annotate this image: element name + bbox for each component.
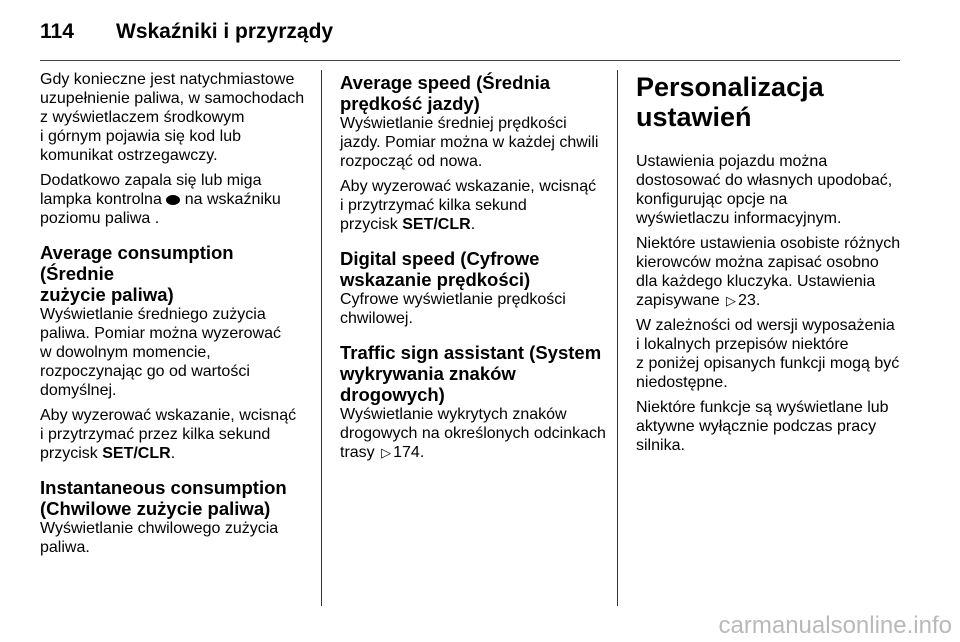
average-speed-paragraph-1: Wyświetlanie średniej prędkości jazdy. Pomiar można w każdej chwili rozpocząć od nowa. [340,115,599,170]
page-reference-icon: ▷ [381,445,392,460]
intro-paragraph-2-end: na wskaźniku poziomu paliwa . [40,191,281,227]
page-number: 114 [40,20,74,43]
digital-speed-paragraph: Cyfrowe wyświetlanie prędkości chwilowej. [340,291,566,327]
fuel-warning-lamp-icon [166,195,180,205]
average-consumption-paragraph-2-text: Aby wyzerować wskazanie, wcisnąć i przytrzymać przez kilka sekund przycisk [40,407,297,462]
header-divider [40,60,900,61]
column-3 [636,70,911,461]
section-heading-average-speed: Average speed (Średnia prędkość jazdy) [340,72,551,114]
chapter-title-personalization: Personalizacja ustawień [636,72,824,132]
page-header [40,12,333,52]
personalization-paragraph-4: Niektóre funkcje są wyświetlane lub aktywne wyłącznie podczas pracy silnika. [636,399,889,454]
column-2 [340,70,610,468]
set-clr-button-label: SET/CLR [402,216,471,233]
page-reference-icon: ▷ [726,293,737,308]
section-heading-instantaneous-consumption: Instantaneous consumption (Chwilowe zużycie paliwa) [40,477,287,519]
section-heading-digital-speed: Digital speed (Cyfrowe wskazanie prędkości) [340,248,540,290]
watermark: carmanualsonline.info [718,612,952,639]
average-speed-paragraph-2-end: . [470,216,476,233]
average-speed-paragraph-2-text: Aby wyzerować wskazanie, wcisnąć i przytrzymać kilka sekund przycisk [340,178,597,233]
traffic-sign-paragraph-text: Wyświetlanie wykrytych znaków drogowych na określonych odcinkach trasy [340,406,606,461]
personalization-paragraph-2 [636,234,911,310]
column-divider-2 [617,70,618,606]
page-title: Wskaźniki i przyrządy [116,20,334,43]
section-heading-traffic-sign-assistant: Traffic sign assistant (System wykrywania znaków drogowych) [340,342,602,405]
personalization-paragraph-1: Ustawienia pojazdu można dostosować do własnych upodobać, konfigurując opcje na wyświetlaczu informacyjnym. [636,153,893,227]
column-1 [40,70,310,563]
intro-paragraph-2-start: Dodatkowo zapala się lub miga lampka kontrolna [40,172,262,208]
page-reference-23[interactable]: 23. [738,292,761,309]
set-clr-button-label: SET/CLR [102,445,171,462]
intro-paragraph-1: Gdy konieczne jest natychmiastowe uzupełnienie paliwa, w samochodach z wyświetlaczem środkowym i górnym pojawia się kod lub komunikat ostrzegawczy. [40,71,305,164]
personalization-paragraph-2-text: Niektóre ustawienia osobiste różnych kierowców można zapisać osobno dla każdego kluczyka. Ustawienia zapisywane [636,235,901,309]
average-consumption-paragraph-2-end: . [170,445,176,462]
section-heading-average-consumption: Average consumption (Średnie zużycie paliwa) [40,242,234,305]
column-divider-1 [321,70,322,606]
personalization-paragraph-3: W zależności od wersji wyposażenia i lokalnych przepisów niektóre z poniżej opisanych funkcji mogą być niedostępne. [636,317,900,391]
traffic-sign-paragraph [340,405,610,462]
average-consumption-paragraph-2 [40,406,310,463]
intro-paragraph-2 [40,171,310,228]
page-reference-174[interactable]: 174. [393,444,425,461]
average-speed-paragraph-2 [340,177,610,234]
average-consumption-paragraph-1: Wyświetlanie średniego zużycia paliwa. Pomiar można wyzerować w dowolnym momencie, rozpoczynając go od wartości domyślnej. [40,306,281,399]
instantaneous-consumption-paragraph: Wyświetlanie chwilowego zużycia paliwa. [40,520,279,556]
